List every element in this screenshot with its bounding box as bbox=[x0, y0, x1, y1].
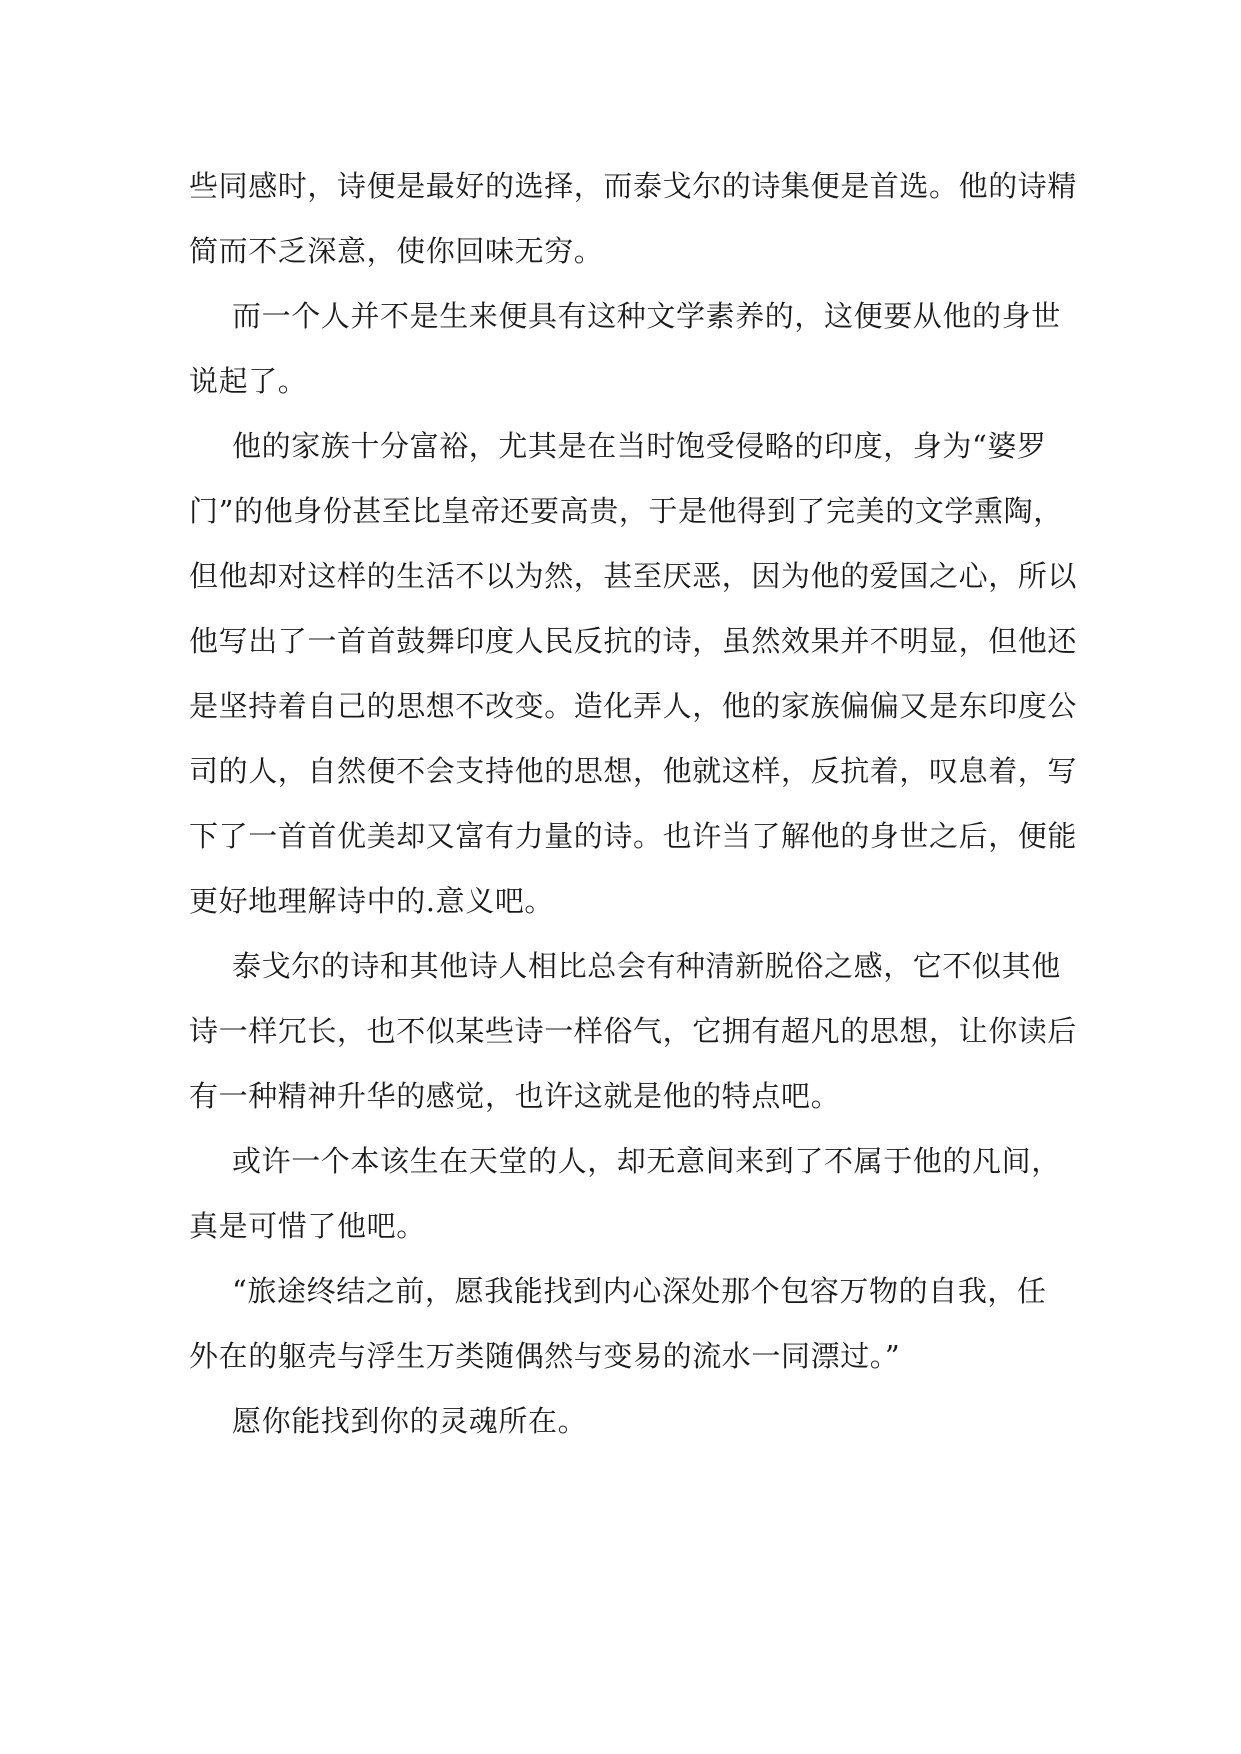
text-line: 真是可惜了他吧。 bbox=[189, 1209, 426, 1243]
text-line: 更好地理解诗中的.意义吧。 bbox=[189, 884, 555, 918]
text-line: 诗一样冗长，也不似某些诗一样俗气，它拥有超凡的思想，让你读后 bbox=[189, 1014, 1078, 1048]
text-line: 外在的躯壳与浮生万类随偶然与变易的流水一同漂过。” bbox=[189, 1339, 901, 1373]
essay-body bbox=[189, 154, 1078, 1454]
text-line: 他写出了一首首鼓舞印度人民反抗的诗，虽然效果并不明显，但他还 bbox=[189, 624, 1078, 658]
text-line: 或许一个本该生在天堂的人，却无意间来到了不属于他的凡间， bbox=[232, 1144, 1061, 1178]
text-line: 门”的他身份甚至比皇帝还要高贵，于是他得到了完美的文学熏陶， bbox=[189, 494, 1063, 528]
text-line: 些同感时，诗便是最好的选择，而泰戈尔的诗集便是首选。他的诗精 bbox=[189, 169, 1078, 203]
text-line: “旅途终结之前，愿我能找到内心深处那个包容万物的自我，任 bbox=[232, 1274, 1047, 1308]
text-line: 但他却对这样的生活不以为然，甚至厌恶，因为他的爱国之心，所以 bbox=[189, 559, 1078, 593]
text-line: 泰戈尔的诗和其他诗人相比总会有种清新脱俗之感，它不似其他 bbox=[232, 949, 1061, 983]
text-line: 有一种精神升华的感觉，也许这就是他的特点吧。 bbox=[189, 1079, 841, 1113]
text-line: 愿你能找到你的灵魂所在。 bbox=[232, 1404, 588, 1438]
text-line: 说起了。 bbox=[189, 364, 308, 398]
text-line: 而一个人并不是生来便具有这种文学素养的，这便要从他的身世 bbox=[232, 299, 1061, 333]
text-line: 他的家族十分富裕，尤其是在当时饱受侵略的印度，身为“婆罗 bbox=[232, 429, 1047, 463]
text-line: 司的人，自然便不会支持他的思想，他就这样，反抗着，叹息着，写 bbox=[189, 754, 1078, 788]
text-line: 简而不乏深意，使你回味无穷。 bbox=[189, 234, 604, 268]
text-line: 是坚持着自己的思想不改变。造化弄人，他的家族偏偏又是东印度公 bbox=[189, 689, 1078, 723]
text-line: 下了一首首优美却又富有力量的诗。也许当了解他的身世之后，便能 bbox=[189, 819, 1078, 853]
